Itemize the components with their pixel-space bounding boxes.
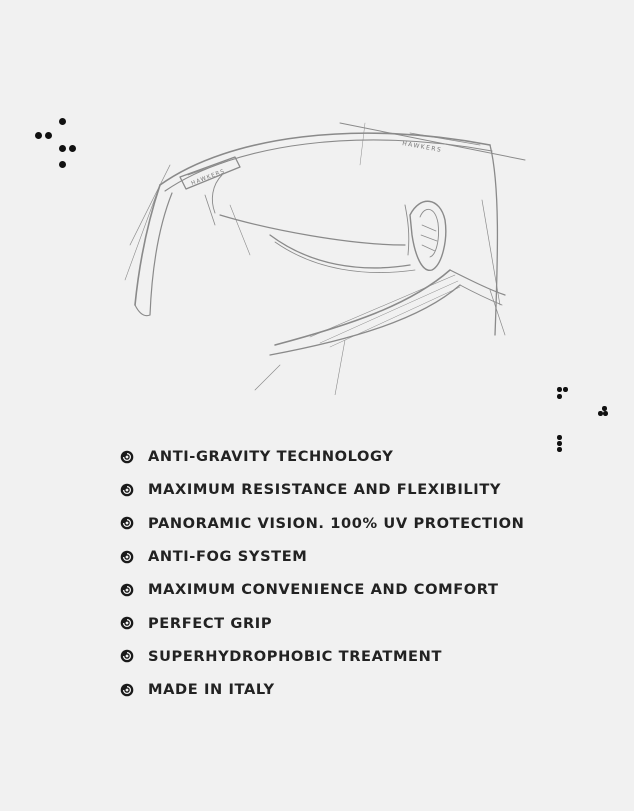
swirl-bullet-icon <box>120 649 134 663</box>
feature-item-hydrophobic <box>120 640 524 673</box>
feature-item-panoramic <box>120 507 524 540</box>
feature-label: SUPERHYDROPHOBIC TREATMENT <box>148 647 442 665</box>
swirl-bullet-icon <box>120 683 134 697</box>
feature-item-anti-gravity <box>120 440 524 473</box>
feature-label: PERFECT GRIP <box>148 614 273 632</box>
feature-item-anti-fog <box>120 540 524 573</box>
swirl-bullet-icon <box>120 450 134 464</box>
swirl-bullet-icon <box>120 516 134 530</box>
features-list <box>120 440 524 706</box>
feature-item-made-in-italy <box>120 673 524 706</box>
feature-label: ANTI-GRAVITY TECHNOLOGY <box>148 448 394 466</box>
dot-cluster-right-icon <box>555 385 615 455</box>
feature-label: ANTI-FOG SYSTEM <box>148 548 308 566</box>
feature-item-comfort <box>120 573 524 606</box>
feature-label: PANORAMIC VISION. 100% UV PROTECTION <box>148 514 525 532</box>
sketch-hinge-brand-text: HAWKERS <box>190 168 227 187</box>
swirl-bullet-icon <box>120 550 134 564</box>
feature-label: MAXIMUM RESISTANCE AND FLEXIBILITY <box>148 481 502 499</box>
swirl-bullet-icon <box>120 583 134 597</box>
swirl-bullet-icon <box>120 483 134 497</box>
dot-cluster-top-left-icon <box>34 116 80 172</box>
feature-label: MADE IN ITALY <box>148 681 275 699</box>
swirl-bullet-icon <box>120 616 134 630</box>
feature-label: MAXIMUM CONVENIENCE AND COMFORT <box>148 581 499 599</box>
sketch-brand-text: HAWKERS <box>401 140 443 154</box>
sunglasses-sketch-illustration <box>110 105 540 395</box>
feature-item-resistance <box>120 473 524 506</box>
feature-item-grip <box>120 606 524 639</box>
